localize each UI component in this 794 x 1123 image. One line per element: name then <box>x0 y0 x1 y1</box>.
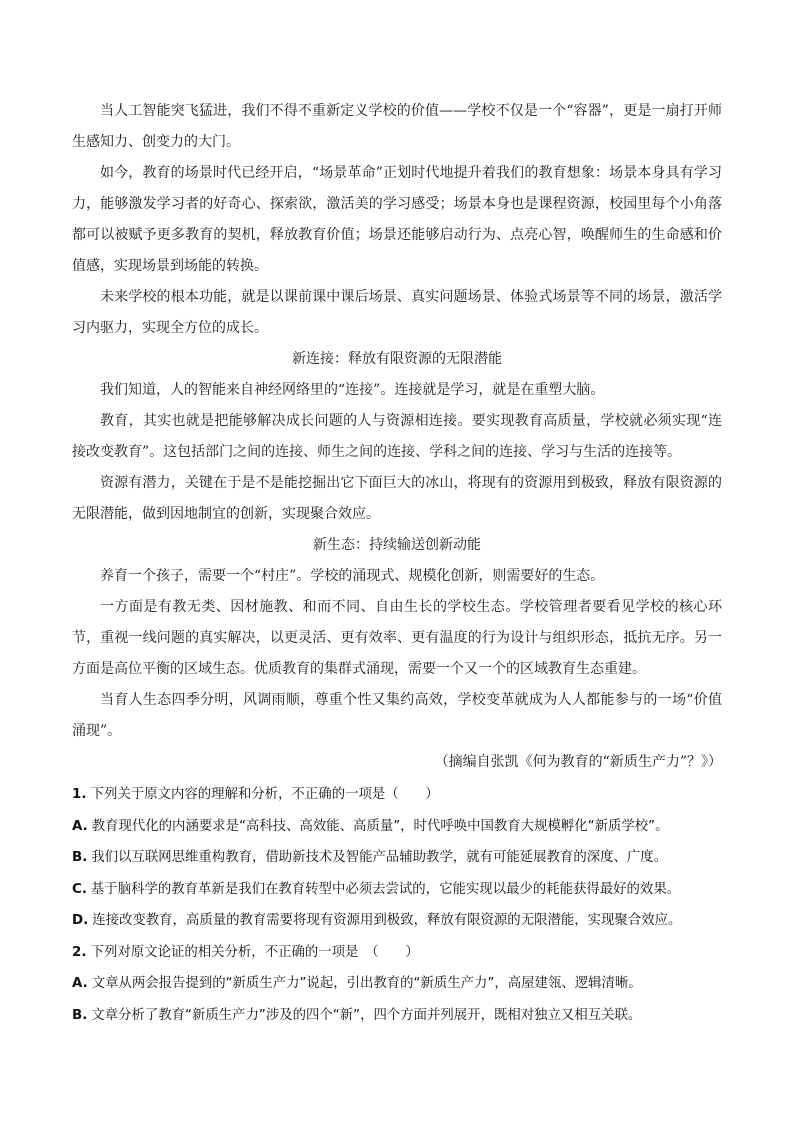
option-text: 文章分析了教育“新质生产力”涉及的四个“新”，四个方面并列展开，既相对独立又相互关联。 <box>91 1007 642 1023</box>
article-paragraph-1: 当人工智能突飞猛进，我们不得不重新定义学校的价值——学校不仅是一个“容器”，更是一扇打开师生感知力、创变力的大门。 <box>72 103 722 150</box>
option-letter: A. <box>72 976 88 991</box>
question-number: 1. <box>72 787 87 802</box>
question-2-option-a <box>72 968 722 1000</box>
question-number: 2. <box>72 944 87 960</box>
section-heading-new-ecology: 新生态：持续输送创新动能 <box>313 537 481 553</box>
option-text: 我们以互联网思维重构教育，借助新技术及智能产品辅助教学，就有可能延展教育的深度、广度。 <box>91 850 668 865</box>
question-1-option-b <box>72 842 722 874</box>
section2-paragraph-3: 当育人生态四季分明，风调雨顺，尊重个性又集约高效，学校变革就成为人人都能参与的一场“价值涌现”。 <box>72 692 722 739</box>
question-1-option-a <box>72 811 722 843</box>
option-text: 连接改变教育，高质量的教育需要将现有资源用到极致，释放有限资源的无限潜能，实现聚合效应。 <box>92 913 682 928</box>
section1-paragraph-3: 资源有潜力，关键在于是不是能挖掘出它下面巨大的冰山，将现有的资源用到极致，释放有限资源的无限潜能，做到因地制宜的创新，实现聚合效应。 <box>72 475 722 522</box>
option-letter: A. <box>72 818 88 834</box>
question-2 <box>72 937 722 969</box>
section2-paragraph-1: 养育一个孩子，需要一个“村庄”。学校的涌现式、规模化创新，则需要好的生态。 <box>100 568 605 584</box>
article-body <box>72 96 722 778</box>
question-1-option-c <box>72 874 722 906</box>
question-1-option-d <box>72 905 722 937</box>
question-1 <box>72 779 722 811</box>
question-stem: 下列关于原文内容的理解和分析，不正确的一项是（ ） <box>90 787 439 802</box>
section1-paragraph-2: 教育，其实也就是把能够解决成长问题的人与资源相连接。要实现教育高质量，学校就必须实现“连接改变教育”。这包括部门之间的连接、师生之间的连接、学科之间的连接、学习与生活的连接等。 <box>72 413 722 460</box>
article-paragraph-3: 未来学校的根本功能，就是以课前课中课后场景、真实问题场景、体验式场景等不同的场景，激活学习内驱力，实现全方位的成长。 <box>72 289 722 336</box>
question-2-option-b <box>72 1000 722 1032</box>
option-letter: B. <box>72 850 88 865</box>
section1-paragraph-1: 我们知道，人的智能来自神经网络里的“连接”。连接就是学习，就是在重塑大脑。 <box>100 382 605 398</box>
option-text: 基于脑科学的教育革新是我们在教育转型中必须去尝试的，它能实现以最少的耗能获得最好的效果。 <box>90 881 681 897</box>
section2-paragraph-2: 一方面是有教无类、因材施教、和而不同、自由生长的学校生态。学校管理者要看见学校的核心环节，重视一线问题的真实解决，以更灵活、更有效率、更有温度的行为设计与组织形态，抵抗无序。另一方面是高位平衡的区域生态。优质教育的集群式涌现，需要一个又一个的区域教育生态重建。 <box>72 599 722 677</box>
option-letter: B. <box>72 1007 88 1023</box>
section-heading-new-connection: 新连接：释放有限资源的无限潜能 <box>292 351 502 367</box>
article-source: （摘编自张凯《何为教育的“新质生产力”？》） <box>434 754 722 770</box>
question-stem: 下列对原文论证的相关分析，不正确的一项是 （ ） <box>90 944 419 960</box>
question-section <box>72 779 722 1031</box>
option-letter: D. <box>72 913 89 928</box>
article-paragraph-2: 如今，教育的场景时代已经开启，“场景革命”正划时代地提升着我们的教育想象：场景本身具有学习力，能够激发学习者的好奇心、探索欲，激活美的学习感受；场景本身也是课程资源，校园里每个小角落都可以被赋予更多教育的契机，释放教育价值；场景还能够启动行为、点亮心智，唤醒师生的生命感和价值感，实现场景到场能的转换。 <box>72 165 722 274</box>
option-letter: C. <box>72 881 87 897</box>
option-text: 文章从两会报告提到的“新质生产力”说起，引出教育的“新质生产力”，高屋建瓴、逻辑清晰。 <box>91 976 642 991</box>
option-text: 教育现代化的内涵要求是“高科技、高效能、高质量”，时代呼唤中国教育大规模孵化“新质学校”。 <box>91 818 669 834</box>
